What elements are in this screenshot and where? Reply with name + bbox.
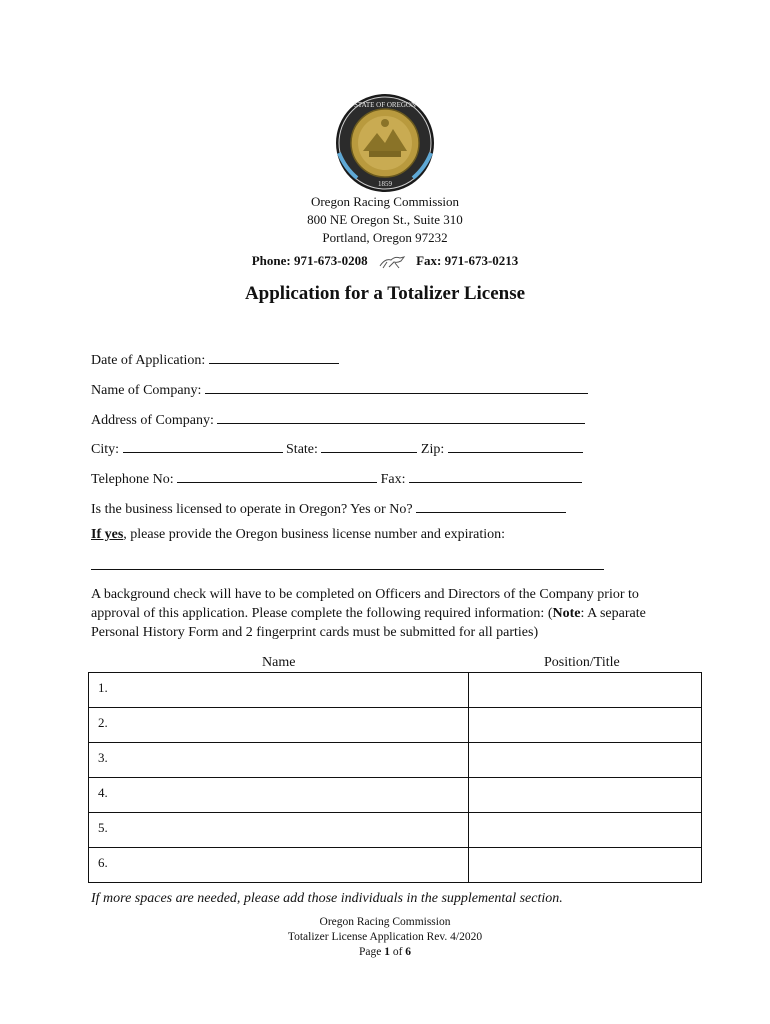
name-cell[interactable]: 1. [89, 673, 469, 708]
table-row [89, 813, 702, 848]
position-cell[interactable] [469, 673, 702, 708]
city-input-line[interactable] [123, 438, 283, 453]
licensed-question: Is the business licensed to operate in Oregon? Yes or No? [91, 502, 413, 517]
footer-page-number [0, 945, 770, 960]
position-cell[interactable] [469, 813, 702, 848]
if-yes-text: , please provide the Oregon business license number and expiration: [123, 527, 506, 542]
name-cell[interactable]: 6. [89, 848, 469, 883]
name-cell[interactable]: 2. [89, 708, 469, 743]
fax-text: Fax: 971-673-0213 [416, 253, 519, 268]
position-cell[interactable] [469, 848, 702, 883]
svg-text:STATE OF OREGON: STATE OF OREGON [353, 101, 417, 109]
telephone-input-line[interactable] [177, 468, 377, 483]
position-cell[interactable] [469, 778, 702, 813]
city-state-zip-row [91, 438, 583, 458]
background-check-paragraph [91, 585, 691, 642]
org-address-block [0, 193, 770, 247]
if-yes-row [91, 527, 505, 543]
zip-label: Zip: [420, 442, 445, 457]
background-text-2: : A separate Personal History Form and 2 fingerprint cards must be submitted for all parties) [91, 606, 646, 640]
page-prefix: Page [358, 946, 385, 958]
company-label: Name of Company: [91, 383, 202, 398]
background-text-1: A background check will have to be completed on Officers and Directors of the Company prior to approval of this application. Please complete the following required information: ( [91, 587, 639, 621]
name-column-header: Name [262, 655, 296, 670]
table-row [89, 673, 702, 708]
supplemental-note: If more spaces are needed, please add those individuals in the supplemental section. [91, 891, 563, 906]
table-row [89, 778, 702, 813]
date-label: Date of Application: [91, 353, 206, 368]
contact-line [0, 253, 770, 270]
table-row [89, 743, 702, 778]
fax-label: Fax: [380, 472, 406, 487]
seal-icon [335, 93, 435, 193]
org-name: Oregon Racing Commission [310, 194, 460, 209]
position-cell[interactable] [469, 708, 702, 743]
footer-org: Oregon Racing Commission [319, 916, 451, 928]
state-seal-logo [335, 93, 435, 193]
name-cell[interactable]: 4. [89, 778, 469, 813]
name-cell[interactable]: 3. [89, 743, 469, 778]
name-cell[interactable]: 5. [89, 813, 469, 848]
state-label: State: [286, 442, 318, 457]
telephone-label: Telephone No: [91, 472, 174, 487]
licensed-answer-line[interactable] [416, 498, 566, 513]
page-title: Application for a Totalizer License [244, 283, 526, 304]
address-input-line[interactable] [217, 409, 585, 424]
city-label: City: [91, 442, 120, 457]
date-field-row [91, 349, 339, 369]
position-cell[interactable] [469, 743, 702, 778]
page-total: 6 [405, 946, 412, 958]
position-column-header: Position/Title [544, 655, 620, 670]
licensed-question-row [91, 498, 566, 518]
note-label: Note [552, 606, 581, 621]
zip-input-line[interactable] [448, 438, 583, 453]
company-field-row [91, 379, 588, 399]
org-street: 800 NE Oregon St., Suite 310 [307, 212, 463, 227]
company-input-line[interactable] [205, 379, 588, 394]
fax-input-line[interactable] [409, 468, 582, 483]
org-city: Portland, Oregon 97232 [322, 230, 448, 245]
telephone-fax-row [91, 468, 582, 488]
table-row [89, 848, 702, 883]
page-of: of [389, 946, 406, 958]
address-field-row [91, 409, 585, 429]
table-row [89, 708, 702, 743]
if-yes-label: If yes [91, 527, 124, 542]
state-input-line[interactable] [321, 438, 417, 453]
license-number-row [91, 555, 604, 575]
phone-text: Phone: 971-673-0208 [251, 253, 368, 268]
horse-icon [377, 254, 407, 270]
date-input-line[interactable] [209, 349, 339, 364]
address-label: Address of Company: [91, 413, 214, 428]
license-number-input-line[interactable] [91, 555, 604, 570]
officers-table [88, 672, 702, 883]
footer-form-rev: Totalizer License Application Rev. 4/2020 [287, 931, 483, 943]
page-current: 1 [384, 946, 390, 958]
page-footer [0, 915, 770, 960]
svg-text:1859: 1859 [378, 180, 392, 188]
